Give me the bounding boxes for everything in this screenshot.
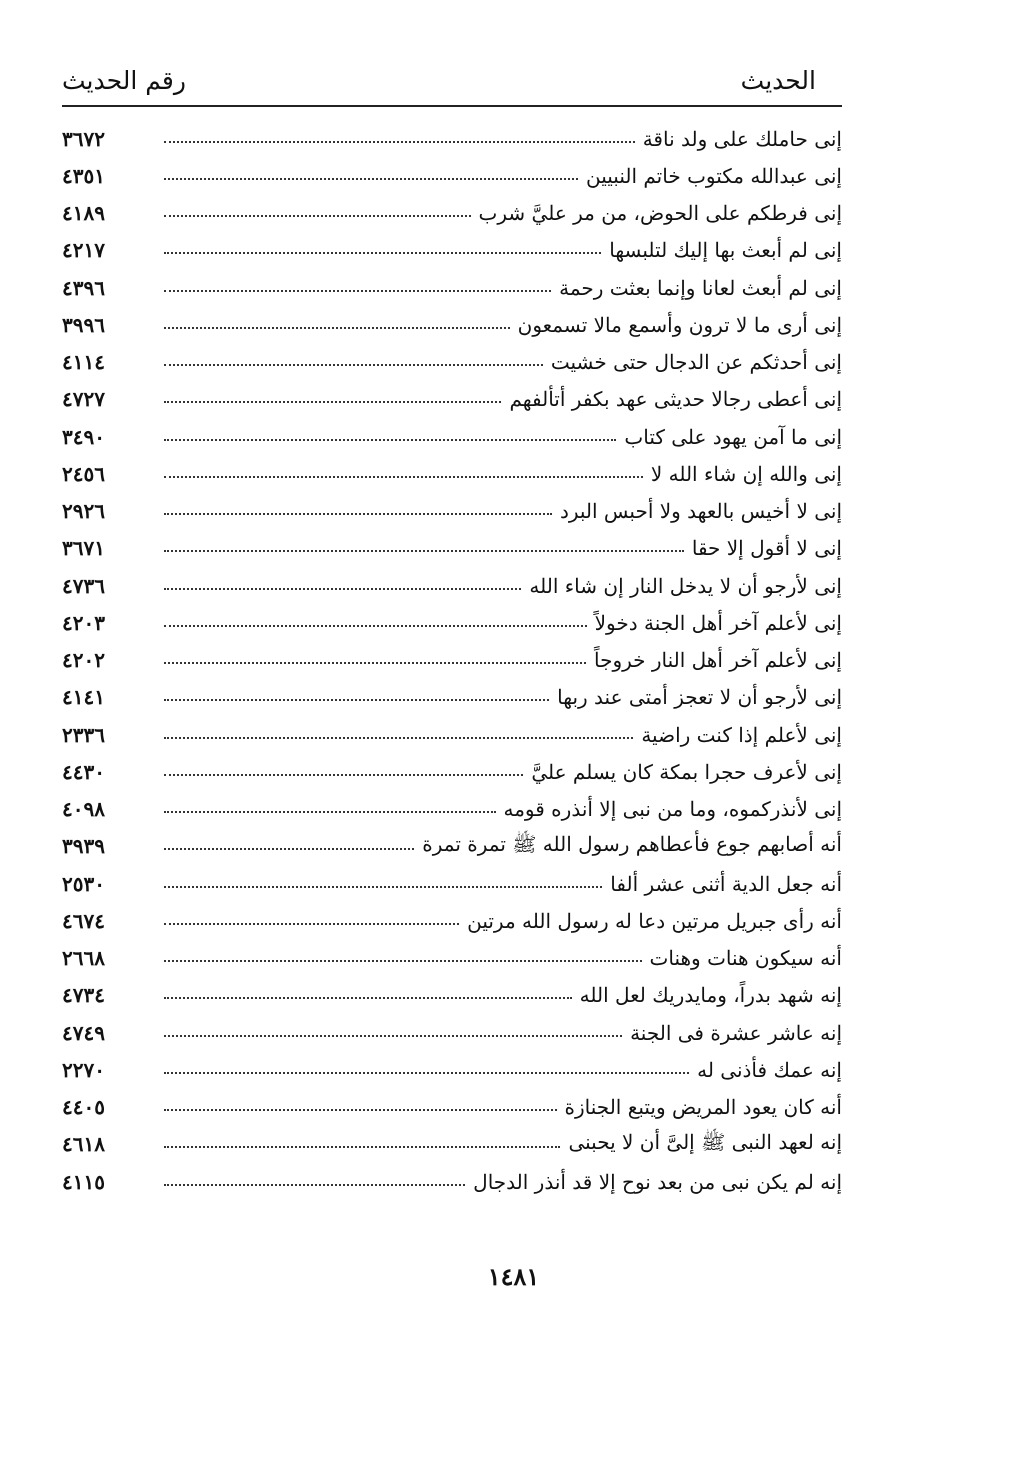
dot-leader (164, 625, 587, 627)
hadith-number: ٤٣٥١ (62, 163, 105, 188)
dot-leader (164, 662, 586, 664)
dot-leader (164, 252, 601, 254)
hadith-number: ٣٦٧٢ (62, 126, 105, 151)
hadith-text: إنى حاملك على ولد ناقة (642, 126, 842, 151)
hadith-text: إنى ما آمن يهود على كتاب (624, 424, 842, 449)
index-entry (62, 493, 842, 530)
hadith-text: أنه أصابهم جوع فأعطاهم رسول الله ﷺ تمرة تمرة (422, 831, 842, 856)
hadith-number: ٢٢٧٠ (62, 1057, 105, 1082)
dot-leader (164, 290, 551, 292)
hadith-number: ٤٧٣٤ (62, 983, 105, 1008)
index-entry (62, 1126, 842, 1163)
dot-leader (164, 737, 633, 739)
hadith-text: إنه لعهد النبى ﷺ إلىَّ أن لا يحبنى (568, 1129, 842, 1154)
hadith-text: أنه جعل الدية أثنى عشر ألفا (610, 871, 842, 896)
hadith-text: إنه لم يكن نبى من بعد نوح إلا قد أنذر الدجال (473, 1169, 842, 1194)
index-entry (62, 716, 842, 753)
dot-leader (164, 215, 471, 217)
hadith-text: إنى لأعلم إذا كنت راضية (641, 722, 842, 747)
hadith-number: ٤٧٣٦ (62, 573, 105, 598)
hadith-number: ٢٥٣٠ (62, 871, 105, 896)
index-entry (62, 567, 842, 604)
index-entry (62, 642, 842, 679)
index-entry (62, 902, 842, 939)
dot-leader (164, 550, 684, 552)
hadith-text: إنى فرطكم على الحوض، من مر عليَّ شرب (478, 201, 842, 226)
hadith-number: ٤٤٣٠ (62, 759, 105, 784)
hadith-index-list (62, 120, 842, 1200)
header-hadith-label: الحديث (740, 66, 816, 95)
index-entry (62, 1163, 842, 1200)
index-entry (62, 306, 842, 343)
dot-leader (164, 1146, 560, 1148)
dot-leader (164, 513, 552, 515)
hadith-number: ٤١٤١ (62, 685, 105, 710)
index-entry (62, 157, 842, 194)
hadith-text: إنه عاشر عشرة فى الجنة (630, 1020, 842, 1045)
index-entry (62, 120, 842, 157)
index-entry (62, 828, 842, 865)
hadith-number: ٤١١٤ (62, 350, 105, 375)
hadith-number: ٣٩٩٦ (62, 312, 105, 337)
hadith-number: ٤١٨٩ (62, 201, 105, 226)
index-entry (62, 530, 842, 567)
hadith-number: ٤٧٢٧ (62, 387, 105, 412)
index-entry (62, 418, 842, 455)
index-entry (62, 940, 842, 977)
index-entry (62, 195, 842, 232)
index-entry (62, 1089, 842, 1126)
hadith-number: ٢٤٥٦ (62, 461, 105, 486)
dot-leader (164, 178, 578, 180)
hadith-number: ٤٣٩٦ (62, 275, 105, 300)
dot-leader (164, 1035, 622, 1037)
index-entry (62, 381, 842, 418)
dot-leader (164, 1072, 689, 1074)
dot-leader (164, 364, 543, 366)
dot-leader (164, 848, 414, 850)
hadith-number: ٤٦١٨ (62, 1132, 105, 1157)
hadith-number: ٣٤٩٠ (62, 424, 105, 449)
hadith-text: إنى لم أبعث لعانا وإنما بعثت رحمة (559, 275, 842, 300)
hadith-text: إنى لأعلم آخر أهل الجنة دخولاً (594, 610, 842, 635)
hadith-text: أنه سيكون هنات وهنات (649, 946, 842, 971)
index-entry (62, 865, 842, 902)
index-entry (62, 604, 842, 641)
hadith-number: ٣٦٧١ (62, 536, 105, 561)
hadith-number: ٢٦٦٨ (62, 946, 105, 971)
dot-leader (164, 811, 496, 813)
hadith-text: إنه عمك فأذنى له (697, 1057, 842, 1082)
hadith-text: إنى لأرجو أن لا تعجز أمتى عند ربها (557, 685, 842, 710)
hadith-text: إنى لا أقول إلا حقا (691, 536, 842, 561)
hadith-number: ٤٦٧٤ (62, 908, 105, 933)
index-entry (62, 679, 842, 716)
index-entry (62, 753, 842, 790)
page-number: ١٤٨١ (487, 1262, 540, 1291)
dot-leader (164, 476, 643, 478)
hadith-text: إنى لأعرف حجرا بمكة كان يسلم عليَّ (531, 759, 842, 784)
hadith-number: ٣٩٣٩ (62, 834, 105, 859)
hadith-text: إنى لأعلم آخر أهل النار خروجاً (593, 648, 842, 673)
dot-leader (164, 960, 642, 962)
dot-leader (164, 997, 572, 999)
index-entry (62, 1014, 842, 1051)
hadith-text: إنى لم أبعث بها إليك لتلبسها (609, 238, 842, 263)
index-entry (62, 791, 842, 828)
hadith-number: ٤٢٠٢ (62, 648, 105, 673)
dot-leader (164, 141, 635, 143)
hadith-number: ٤٤٠٥ (62, 1095, 105, 1120)
dot-leader (164, 327, 510, 329)
index-entry (62, 977, 842, 1014)
hadith-text: إنى أعطى رجالا حديثى عهد بكفر أتألفهم (509, 387, 842, 412)
hadith-text: إنى لأرجو أن لا يدخل النار إن شاء الله (529, 573, 842, 598)
page-header (62, 62, 842, 102)
index-entry (62, 455, 842, 492)
hadith-number: ٤٠٩٨ (62, 797, 105, 822)
hadith-text: إنى أرى ما لا ترون وأسمع مالا تسمعون (517, 312, 842, 337)
hadith-text: أنه كان يعود المريض ويتبع الجنازة (564, 1095, 842, 1120)
hadith-text: إنى لا أخيس بالعهد ولا أحبس البرد (559, 499, 842, 524)
hadith-number: ٤٢٠٣ (62, 610, 105, 635)
hadith-number: ٢٩٢٦ (62, 499, 105, 524)
header-hadith-number-label: رقم الحديث (62, 66, 186, 95)
hadith-number: ٤١١٥ (62, 1169, 105, 1194)
hadith-number: ٢٣٣٦ (62, 722, 105, 747)
index-entry (62, 1051, 842, 1088)
index-entry (62, 269, 842, 306)
dot-leader (164, 923, 459, 925)
dot-leader (164, 1184, 465, 1186)
dot-leader (164, 588, 521, 590)
hadith-text: إنه شهد بدراً، ومايدريك لعل الله (579, 983, 842, 1008)
index-entry (62, 344, 842, 381)
hadith-text: أنه رأى جبريل مرتين دعا له رسول الله مرتين (467, 908, 842, 933)
dot-leader (164, 699, 549, 701)
dot-leader (164, 886, 602, 888)
header-divider (62, 105, 842, 107)
hadith-text: إنى عبدالله مكتوب خاتم النبيين (586, 163, 842, 188)
hadith-number: ٤٢١٧ (62, 238, 105, 263)
dot-leader (164, 774, 523, 776)
index-entry (62, 232, 842, 269)
dot-leader (164, 439, 616, 441)
hadith-text: إنى والله إن شاء الله لا (650, 461, 842, 486)
hadith-text: إنى لأنذركموه، وما من نبى إلا أنذره قومه (503, 797, 842, 822)
hadith-text: إنى أحدثكم عن الدجال حتى خشيت (550, 350, 842, 375)
dot-leader (164, 1109, 557, 1111)
hadith-number: ٤٧٤٩ (62, 1020, 105, 1045)
dot-leader (164, 401, 501, 403)
